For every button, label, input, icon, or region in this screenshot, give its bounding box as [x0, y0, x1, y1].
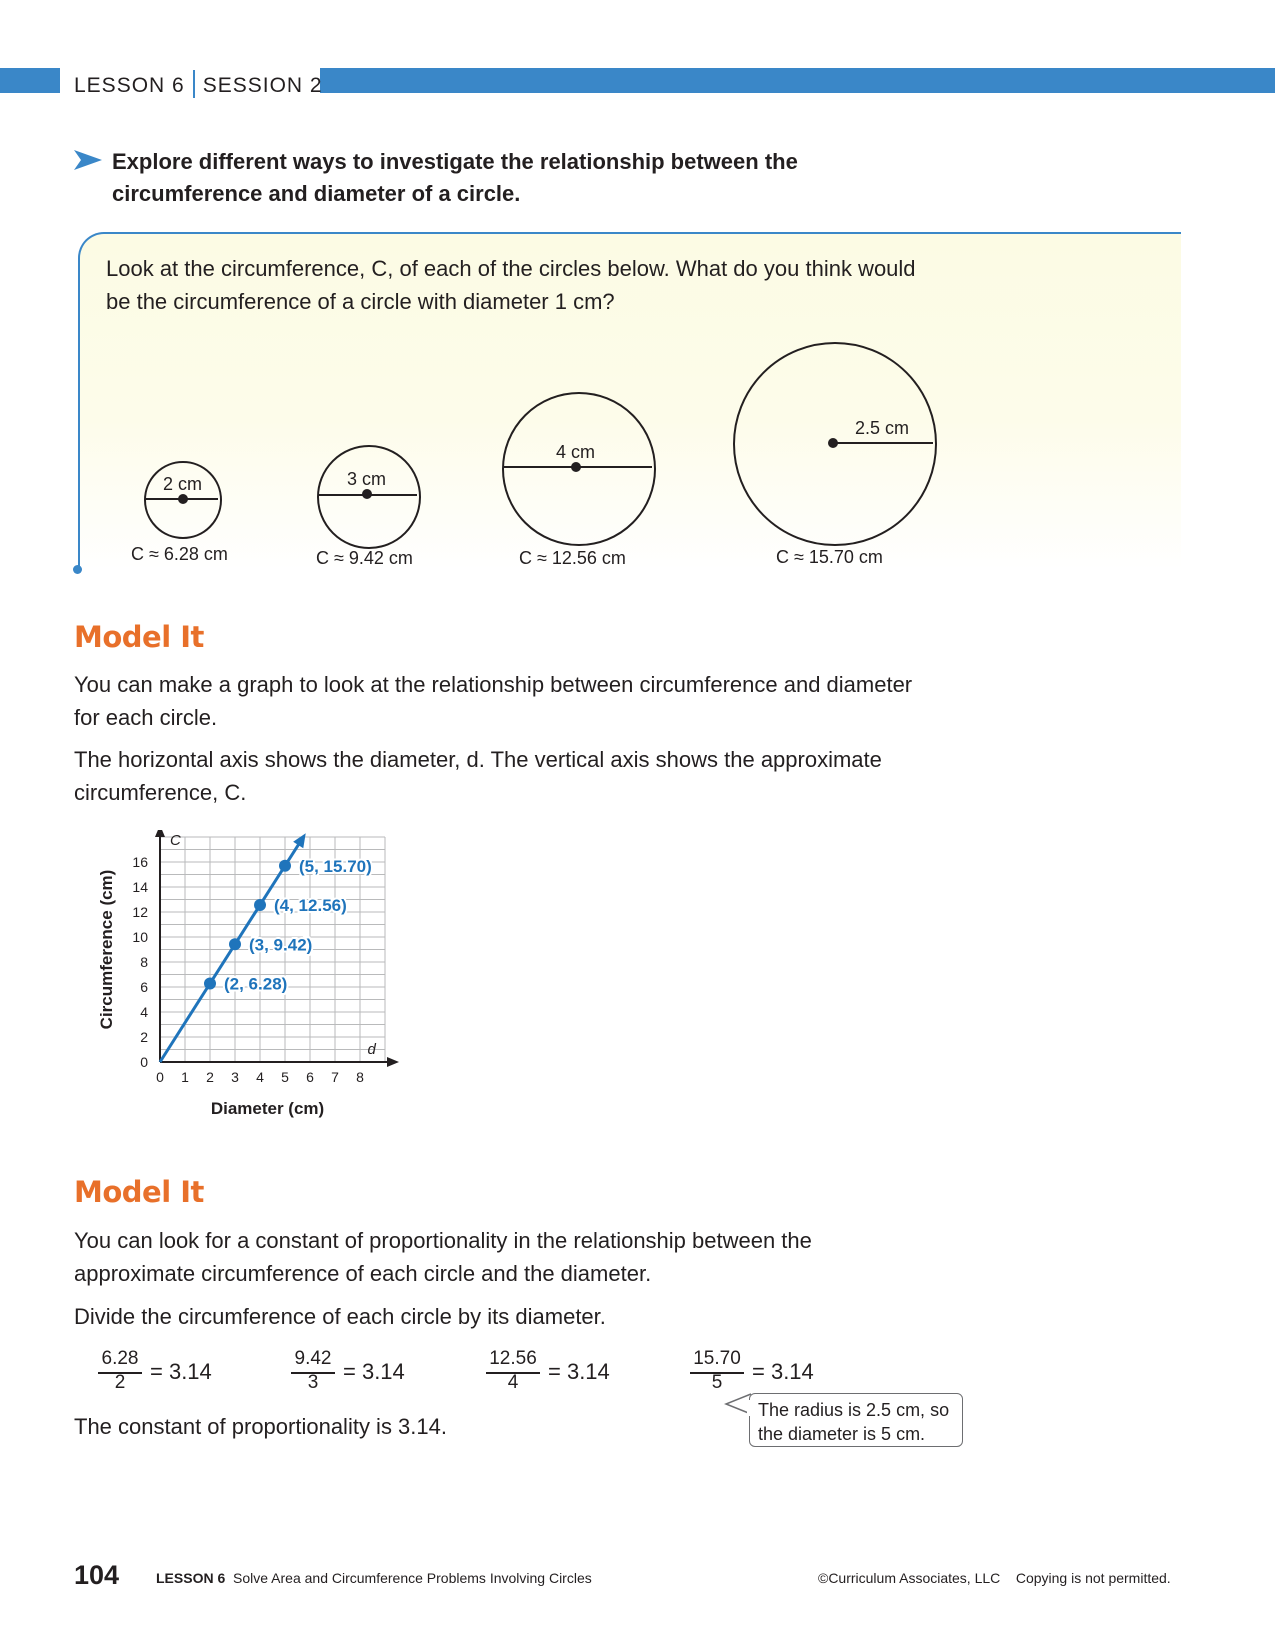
center-dot [828, 438, 838, 448]
y-tick-label: 16 [132, 854, 148, 870]
x-tick-label: 5 [281, 1069, 289, 1085]
lesson-session-header [74, 70, 323, 98]
fraction-denominator: 4 [507, 1372, 519, 1393]
model1-p1-line2: for each circle. [74, 705, 218, 730]
explore-line-1: Explore different ways to investigate the relationship between the [112, 149, 798, 174]
x-axis-title: Diameter (cm) [210, 1099, 325, 1118]
model1-p2-line1: The horizontal axis shows the diameter, d. The vertical axis shows the approximate [74, 747, 882, 772]
y-tick-label: 0 [140, 1054, 148, 1070]
page-number: 104 [74, 1560, 120, 1590]
circumference-diameter-graph [92, 830, 412, 1120]
y-tick-label: 4 [140, 1004, 148, 1020]
fraction-denominator: 3 [307, 1372, 319, 1393]
x-tick-label: 1 [181, 1069, 189, 1085]
fraction-result: = 3.14 [752, 1359, 814, 1384]
circumference-caption: C ≈ 9.42 cm [316, 548, 413, 568]
fraction-numerator: 15.70 [693, 1348, 741, 1369]
copy-notice: Copying is not permitted. [1015, 1570, 1171, 1586]
fraction-result: = 3.14 [150, 1359, 212, 1384]
model-it-heading: Model It [74, 620, 204, 654]
header-band-left [0, 68, 60, 93]
center-dot [571, 462, 581, 472]
y-axis-arrow [155, 830, 165, 837]
model2-paragraph-1 [74, 1224, 994, 1290]
fraction-numerator: 12.56 [489, 1348, 537, 1369]
footer-lesson-label: LESSON 6 [156, 1570, 226, 1586]
model1-paragraph-1 [74, 668, 994, 734]
x-axis-arrow [387, 1057, 399, 1067]
arrow-right-icon [74, 150, 102, 170]
model2-paragraph-2: Divide the circumference of each circle by its diameter. [74, 1304, 606, 1329]
model-it-heading-2: Model It [74, 1175, 204, 1209]
data-point [279, 860, 291, 872]
model2-p1-line1: You can look for a constant of proportionality in the relationship between the [74, 1228, 812, 1253]
footer-lesson [156, 1570, 592, 1586]
fraction-denominator: 5 [711, 1372, 723, 1393]
header-band-right [320, 68, 1275, 93]
model1-p1-line1: You can make a graph to look at the relationship between circumference and diameter [74, 672, 913, 697]
question-text [106, 252, 986, 318]
y-axis-variable: C [170, 832, 181, 849]
circle-measure-label: 3 cm [347, 469, 387, 489]
x-tick-label: 4 [256, 1069, 264, 1085]
explore-prompt [112, 146, 912, 210]
center-dot [362, 489, 372, 499]
copyright-text: ©Curriculum Associates, LLC [818, 1570, 1001, 1586]
radius-line [834, 442, 933, 444]
model2-p1-line2: approximate circumference of each circle and the diameter. [74, 1261, 652, 1286]
data-point-label: (4, 12.56) [274, 896, 347, 915]
data-point [229, 938, 241, 950]
explore-line-2: circumference and diameter of a circle. [112, 181, 521, 206]
fraction-denominator: 2 [114, 1372, 126, 1393]
x-tick-label: 8 [356, 1069, 364, 1085]
question-line-1: Look at the circumference, C, of each of the circles below. What do you think would [106, 256, 916, 281]
session-label: SESSION 2 [202, 74, 323, 97]
x-tick-label: 3 [231, 1069, 239, 1085]
circle-measure-label: 2.5 cm [855, 418, 910, 438]
y-tick-label: 12 [132, 904, 148, 920]
fraction-result: = 3.14 [343, 1359, 405, 1384]
y-tick-label: 8 [140, 954, 148, 970]
fraction-numerator: 9.42 [294, 1348, 332, 1369]
y-tick-label: 2 [140, 1029, 148, 1045]
circle-measure-label: 2 cm [163, 474, 203, 494]
data-point-label: (2, 6.28) [224, 974, 288, 994]
y-tick-label: 6 [140, 979, 148, 995]
x-tick-label: 0 [156, 1069, 164, 1085]
x-tick-label: 6 [306, 1069, 314, 1085]
circumference-caption: C ≈ 6.28 cm [131, 544, 228, 564]
data-point-label: (3, 9.42) [249, 935, 313, 955]
y-tick-label: 10 [132, 929, 148, 945]
lesson-label: LESSON 6 [74, 74, 185, 97]
circumference-caption: C ≈ 15.70 cm [776, 547, 883, 567]
footer-lesson-title: Solve Area and Circumference Problems Involving Circles [233, 1570, 592, 1586]
box-corner-dot [73, 565, 82, 574]
callout-line-1: The radius is 2.5 cm, so [758, 1400, 950, 1420]
circle-measure-label: 4 cm [556, 442, 596, 462]
x-axis-variable: d [367, 1041, 376, 1058]
header-separator [193, 70, 195, 98]
model1-p2-line2: circumference, C. [74, 780, 247, 805]
y-axis-title: Circumference (cm) [97, 869, 116, 1030]
center-dot [178, 494, 188, 504]
x-tick-label: 7 [331, 1069, 339, 1085]
model1-paragraph-2 [74, 743, 994, 809]
y-tick-label: 14 [132, 879, 148, 895]
callout-line-2: the diameter is 5 cm. [758, 1424, 926, 1444]
data-point [254, 899, 266, 911]
circumference-caption: C ≈ 12.56 cm [519, 548, 626, 568]
fraction-result: = 3.14 [548, 1359, 610, 1384]
conclusion-text: The constant of proportionality is 3.14. [74, 1414, 447, 1439]
line-arrowhead [293, 833, 306, 848]
question-line-2: be the circumference of a circle with diameter 1 cm? [106, 289, 615, 314]
data-point-label: (5, 15.70) [299, 856, 372, 876]
data-point [204, 978, 216, 990]
chart-series [160, 833, 372, 1062]
footer-copyright [818, 1570, 1171, 1586]
x-tick-label: 2 [206, 1069, 214, 1085]
fraction-numerator: 6.28 [101, 1348, 139, 1369]
